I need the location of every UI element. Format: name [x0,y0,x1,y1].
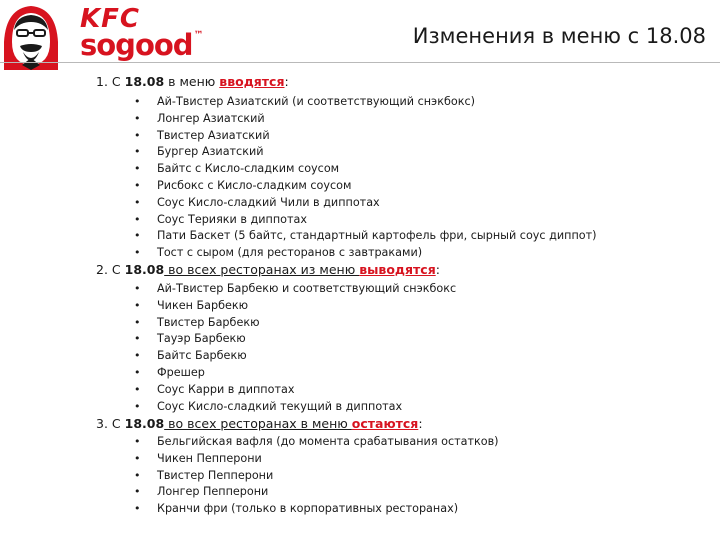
bullet-icon: • [134,282,141,295]
list-item-text: Бургер Азиатский [157,145,264,159]
list-item-text: Тауэр Барбекю [157,332,246,346]
bullet-icon: • [134,468,141,482]
list-item-text: Рисбокс с Кисло-сладким соусом [157,178,352,192]
list-item [0,281,456,298]
bullet-icon: • [134,502,141,516]
colonel-logo-icon [2,2,60,70]
list-item [0,298,456,315]
list-item [0,161,597,178]
list-item-text: Чикен Барбекю [157,298,249,312]
section-heading-introduced [96,74,289,89]
section-prefix: С [111,416,125,431]
section-suffix: : [284,74,289,89]
section-date: 18.08 [124,262,165,277]
list-item-text: Чикен Пепперони [157,451,262,465]
bullet-icon: • [134,195,141,209]
section-highlight: вводятся [219,74,285,89]
brand-sogood-word: sogood [80,28,193,62]
bullet-icon: • [134,349,141,363]
list-item-text: Пати Баскет (5 байтс, стандартный картофель фри, сырный соус диппот) [157,229,597,243]
list-item-text: Лонгер Пепперони [157,485,269,499]
list-item [0,178,597,195]
list-item-text: Соус Кисло-сладкий текущий в диппотах [157,399,403,413]
list-item-text: Бельгийская вафля (до момента срабатывания остатков) [157,435,499,448]
brand-kfc-text: KFC [80,4,140,34]
list-item-text: Твистер Барбекю [157,315,260,329]
list-item [0,315,456,332]
bullet-icon: • [134,178,141,192]
list-item [0,468,499,485]
list-item-text: Ай-Твистер Барбекю и соответствующий снэкбокс [157,282,457,295]
remaining-items-list [0,434,499,518]
section-heading-removed [96,262,440,277]
list-item [0,399,456,416]
list-item-text: Соус Терияки в диппотах [157,212,308,226]
list-item [0,195,597,212]
list-item-text: Кранчи фри (только в корпоративных ресторанах) [157,502,459,516]
brand-logo [80,6,204,60]
list-item-text: Байтс Барбекю [157,349,247,363]
list-item [0,111,597,128]
list-item [0,94,597,111]
list-item [0,128,597,145]
bullet-icon: • [134,485,141,499]
header-divider [0,62,720,63]
bullet-icon: • [134,111,141,125]
bullet-icon: • [134,399,141,413]
bullet-icon: • [134,435,141,448]
bullet-icon: • [134,332,141,346]
introduced-items-list [0,94,597,262]
trademark-mark: ™ [193,30,204,41]
section-prefix: С [111,262,125,277]
bullet-icon: • [134,315,141,329]
section-date: 18.08 [124,416,165,431]
list-item-text: Соус Кисло-сладкий Чили в диппотах [157,195,380,209]
list-item-text: Соус Карри в диппотах [157,382,295,396]
list-item-text: Твистер Азиатский [157,128,270,142]
section-number: 2. [96,262,108,277]
section-number: 3. [96,416,108,431]
list-item [0,212,597,229]
list-item [0,245,597,262]
list-item [0,365,456,382]
bullet-icon: • [134,365,141,379]
page-title: Изменения в меню с 18.08 [412,24,706,48]
list-item-text: Фрешер [157,365,205,379]
list-item-text: Тост с сыром (для ресторанов с завтраками) [157,246,423,260]
section-highlight: выводятся [359,262,436,277]
list-item [0,382,456,399]
list-item-text: Ай-Твистер Азиатский (и соответствующий снэкбокс) [157,95,475,108]
bullet-icon: • [134,451,141,465]
bullet-icon: • [134,95,141,108]
list-item [0,451,499,468]
section-middle: в меню [164,74,220,89]
section-suffix: : [435,262,440,277]
bullet-icon: • [134,382,141,396]
section-middle: во всех ресторанах в меню [164,416,352,431]
bullet-icon: • [134,246,141,260]
bullet-icon: • [134,298,141,312]
brand-sogood-text [80,28,204,62]
bullet-icon: • [134,128,141,142]
removed-items-list [0,281,456,415]
bullet-icon: • [134,212,141,226]
list-item [0,434,499,451]
bullet-icon: • [134,229,141,243]
list-item [0,484,499,501]
section-heading-remaining [96,416,423,431]
bullet-icon: • [134,162,141,176]
list-item-text: Твистер Пепперони [157,468,274,482]
list-item [0,331,456,348]
section-highlight: остаются [351,416,419,431]
list-item [0,144,597,161]
section-prefix: С [111,74,125,89]
list-item-text: Байтс с Кисло-сладким соусом [157,162,340,176]
list-item [0,501,499,518]
section-suffix: : [418,416,423,431]
list-item [0,348,456,365]
section-number: 1. [96,74,108,89]
list-item [0,228,597,245]
bullet-icon: • [134,145,141,159]
section-date: 18.08 [124,74,165,89]
slide-header [0,0,720,70]
list-item-text: Лонгер Азиатский [157,111,265,125]
section-middle: во всех ресторанах из меню [164,262,360,277]
